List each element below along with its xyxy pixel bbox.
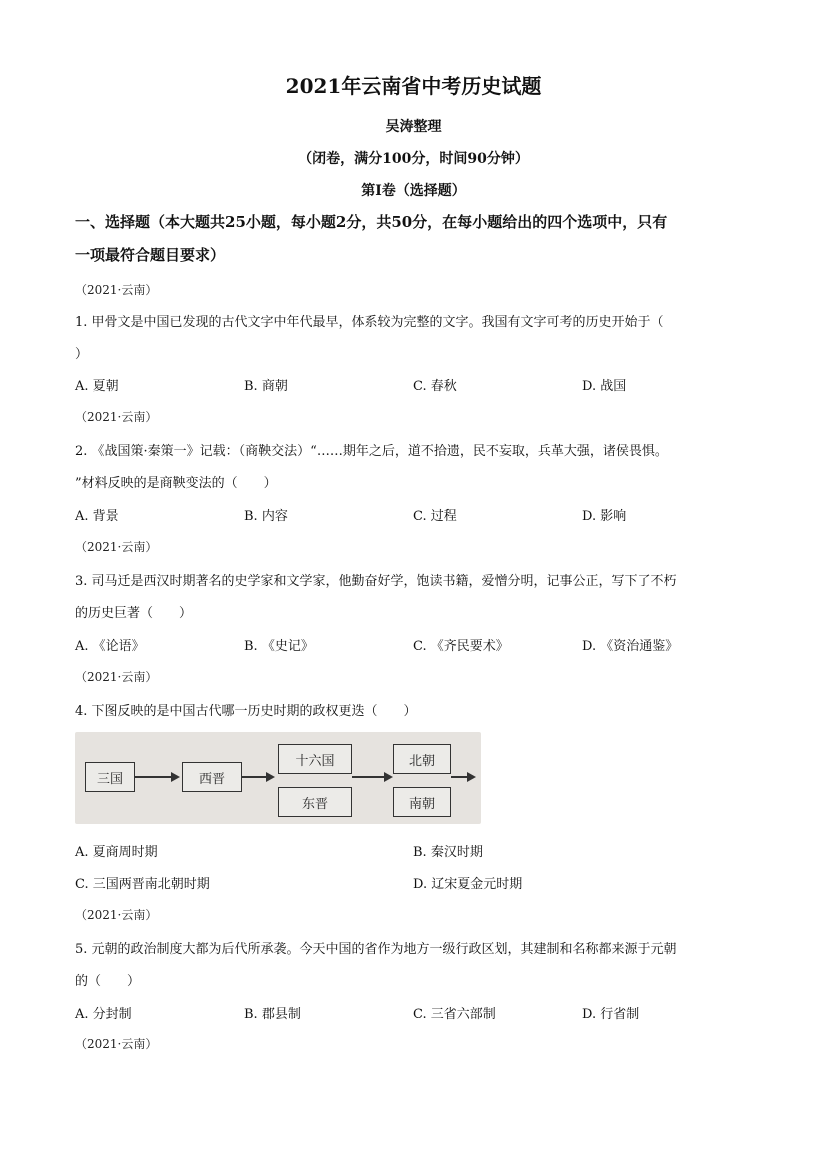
option-b: B. 商朝 <box>244 379 288 394</box>
diagram-box-shiliuguo: 十六国 <box>278 744 352 774</box>
option-a: A. 《论语》 <box>75 639 145 654</box>
option-d: D. 行省制 <box>582 1007 640 1022</box>
question-source: （2021·云南） <box>75 283 158 297</box>
arrow-head-icon <box>266 772 275 782</box>
question-source: （2021·云南） <box>75 410 158 424</box>
option-a: A. 分封制 <box>75 1007 132 1022</box>
dynasty-succession-diagram <box>75 732 481 824</box>
question-3-stem: 3. 司马迁是西汉时期著名的史学家和文学家，他勤奋好学，饱读书籍，爱憎分明，记事公正，写下了不朽 <box>75 574 677 589</box>
option-b: B. 《史记》 <box>244 639 314 654</box>
question-1-stem-cont: ） <box>75 347 89 362</box>
option-b: B. 内容 <box>244 509 288 524</box>
arrow-icon <box>451 776 467 778</box>
option-a: A. 夏商周时期 <box>75 845 158 860</box>
question-source: （2021·云南） <box>75 670 158 684</box>
question-2-stem: 2. 《战国策·秦策一》记载：（商鞅交法）“……期年之后，道不拾遗，民不妄取，兵革大强，诸侯畏惧。 <box>75 444 668 459</box>
compiler-name: 吴涛整理 <box>385 119 442 135</box>
diagram-box-nanchao: 南朝 <box>393 787 451 817</box>
arrow-head-icon <box>171 772 180 782</box>
question-1-stem: 1. 甲骨文是中国已发现的古代文字中年代最早，体系较为完整的文字。我国有文字可考的历史开始于（ <box>75 315 664 330</box>
arrow-icon <box>135 776 171 778</box>
option-a: A. 夏朝 <box>75 379 119 394</box>
option-c: C. 过程 <box>413 509 457 524</box>
diagram-box-beichao: 北朝 <box>393 744 451 774</box>
arrow-icon <box>242 776 266 778</box>
diagram-box-dongjin: 东晋 <box>278 787 352 817</box>
option-b: B. 郡县制 <box>244 1007 301 1022</box>
option-c: C. 《齐民要术》 <box>413 639 509 654</box>
option-a: A. 背景 <box>75 509 119 524</box>
question-2-stem-cont: ”材料反映的是商鞅变法的（ ） <box>75 476 277 491</box>
option-c: C. 春秋 <box>413 379 457 394</box>
option-c: C. 三省六部制 <box>413 1007 496 1022</box>
question-3-stem-cont: 的历史巨著（ ） <box>75 606 193 621</box>
question-4-stem: 4. 下图反映的是中国古代哪一历史时期的政权更迭（ ） <box>75 704 417 719</box>
section-heading-line1: 一、选择题（本大题共25小题，每小题2分，共50分，在每小题给出的四个选项中，只有 <box>75 213 668 231</box>
diagram-box-xijin: 西晋 <box>182 762 242 792</box>
question-source: （2021·云南） <box>75 908 158 922</box>
arrow-head-icon <box>384 772 393 782</box>
option-d: D. 《资治通鉴》 <box>582 639 679 654</box>
option-c: C. 三国两晋南北朝时期 <box>75 877 210 892</box>
question-source: （2021·云南） <box>75 1037 158 1051</box>
option-d: D. 战国 <box>582 379 627 394</box>
diagram-box-sanguo: 三国 <box>85 762 135 792</box>
question-5-stem: 5. 元朝的政治制度大都为后代所承袭。今天中国的省作为地方一级行政区划，其建制和名称都来源于元朝 <box>75 942 677 957</box>
option-d: D. 影响 <box>582 509 627 524</box>
question-5-stem-cont: 的（ ） <box>75 974 141 989</box>
exam-info: （闭卷，满分100分，时间90分钟） <box>298 151 529 167</box>
arrow-icon <box>352 776 384 778</box>
exam-title: 2021年云南省中考历史试题 <box>285 74 542 98</box>
option-b: B. 秦汉时期 <box>413 845 483 860</box>
part-heading: 第Ⅰ卷（选择题） <box>361 183 466 199</box>
question-source: （2021·云南） <box>75 540 158 554</box>
section-heading-line2: 一项最符合题目要求） <box>75 246 226 264</box>
arrow-head-icon <box>467 772 476 782</box>
option-d: D. 辽宋夏金元时期 <box>413 877 523 892</box>
